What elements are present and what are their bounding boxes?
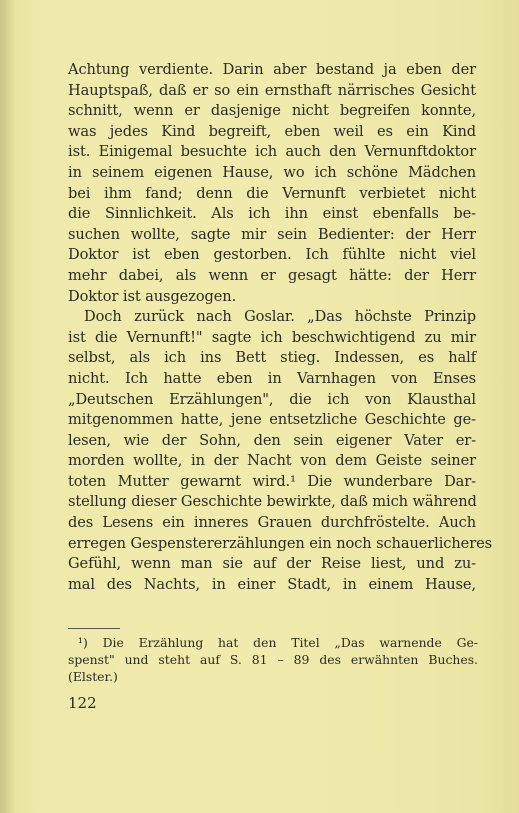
text-line: schnitt, wenn er dasjenige nicht begreifen konnte, xyxy=(68,102,476,120)
footnote xyxy=(68,634,478,686)
text-line: ist die Vernunft!" sagte ich beschwichtigend zu mir xyxy=(68,328,476,346)
text-line: Gefühl, wenn man sie auf der Reise liest, und zu- xyxy=(68,555,476,573)
text-line: stellung dieser Geschichte bewirkte, daß mich während xyxy=(68,493,477,511)
text-line: ist. Einigemal besuchte ich auch den Vernunftdoktor xyxy=(68,143,476,161)
text-line: „Deutschen Erzählungen", die ich von Klausthal xyxy=(68,390,476,408)
text-line: selbst, als ich ins Bett stieg. Indessen, es half xyxy=(68,349,476,367)
text-line: des Lesens ein inneres Grauen durchfröstelte. Auch xyxy=(68,514,476,532)
text-line: Achtung verdiente. Darin aber bestand ja eben der xyxy=(68,61,476,78)
text-line: morden wollte, in der Nacht von dem Geiste seiner xyxy=(68,452,476,470)
text-line: lesen, wie der Sohn, den sein eigener Vater er- xyxy=(68,431,476,449)
footnote-line: spenst" und steht auf S. 81 – 89 des erwähnten Buches. xyxy=(68,652,478,668)
text-line: mehr dabei, als wenn er gesagt hätte: der Herr xyxy=(68,266,476,284)
footnote-line: (Elster.) xyxy=(68,669,118,685)
text-line: was jedes Kind begreift, eben weil es ein Kind xyxy=(68,122,476,140)
text-line: erregen Gespenstererzählungen ein noch schauerlicheres xyxy=(68,534,493,552)
text-line: toten Mutter gewarnt wird.¹ Die wunderbare Dar- xyxy=(68,472,476,490)
body-text xyxy=(68,60,493,595)
text-line: nicht. Ich hatte eben in Varnhagen von Enses xyxy=(68,369,476,387)
text-line: Doch zurück nach Goslar. „Das höchste Prinzip xyxy=(84,308,476,326)
text-line: suchen wollte, sagte mir sein Bedienter: der Herr xyxy=(68,225,476,243)
footnote-divider xyxy=(68,628,120,629)
text-line: die Sinnlichkeit. Als ich ihn einst ebenfalls be- xyxy=(68,205,476,223)
text-line: Doktor ist eben gestorben. Ich fühlte nicht viel xyxy=(68,246,476,264)
text-line: mitgenommen hatte, jene entsetzliche Geschichte ge- xyxy=(68,411,476,429)
text-line: in seinem eigenen Hause, wo ich schöne Mädchen xyxy=(68,163,476,181)
text-line: mal des Nachts, in einer Stadt, in einem Hause, xyxy=(68,575,476,593)
text-line: bei ihm fand; denn die Vernunft verbietet nicht xyxy=(68,184,476,202)
footnote-line: ¹) Die Erzählung hat den Titel „Das warnende Ge- xyxy=(78,635,478,650)
text-line: Hauptspaß, daß er so ein ernsthaft närrisches Gesicht xyxy=(68,81,476,99)
text-line: Doktor ist ausgezogen. xyxy=(68,287,237,305)
page-number: 122 xyxy=(68,694,97,712)
